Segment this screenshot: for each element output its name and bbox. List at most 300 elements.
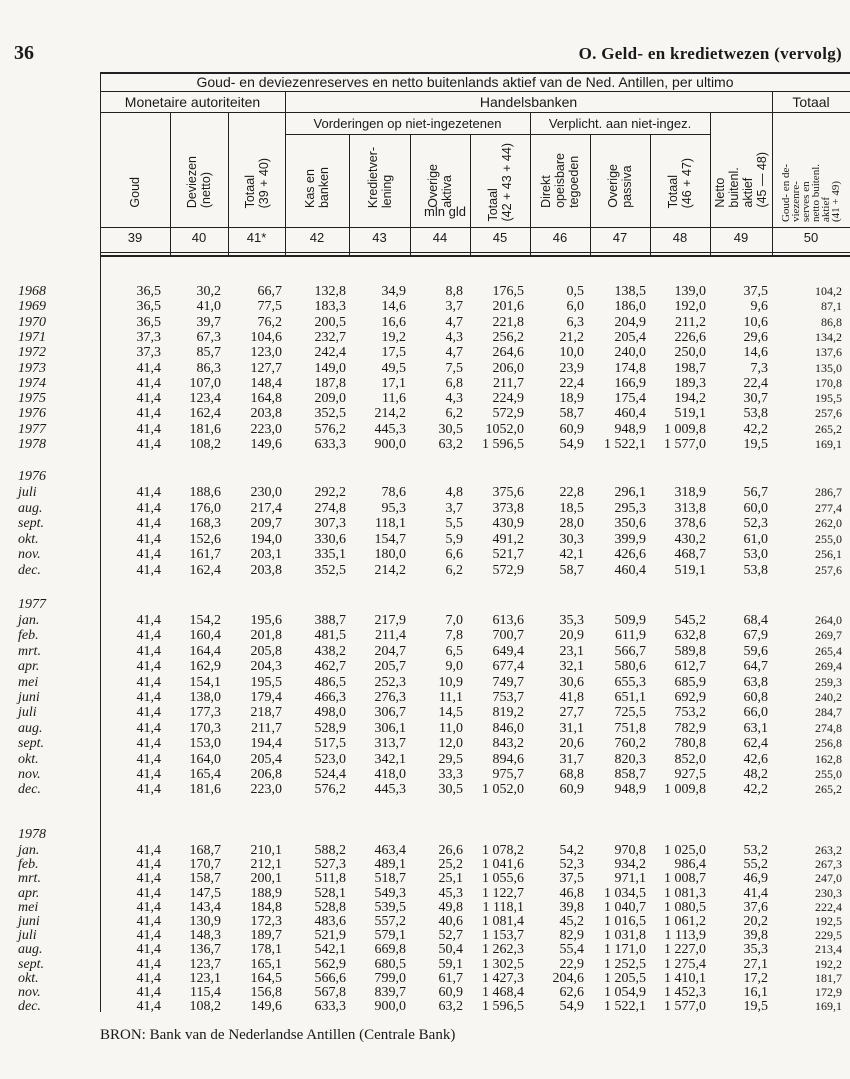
column-number: 44 <box>432 230 448 245</box>
table-cell: 63,2 <box>438 437 463 452</box>
table-cell: 4,3 <box>445 391 463 407</box>
table-row <box>0 871 850 886</box>
table-cell: 205,4 <box>250 751 282 767</box>
table-cell: 819,2 <box>492 705 524 721</box>
table-cell: 32,1 <box>559 659 584 675</box>
table-cell: 751,8 <box>614 720 646 736</box>
table-cell: 517,5 <box>314 736 346 752</box>
table-cell: 4,8 <box>445 485 463 500</box>
table-cell: 204,6 <box>552 970 584 986</box>
table-cell: 22,4 <box>559 375 584 391</box>
row-label: dec. <box>18 999 41 1015</box>
table-cell: 894,6 <box>492 751 524 767</box>
table-cell: 192,0 <box>674 299 706 315</box>
table-cell: 242,4 <box>314 345 346 361</box>
column-number: 41* <box>246 230 267 245</box>
table-cell: 307,3 <box>314 516 346 532</box>
table-cell: 162,4 <box>189 406 221 422</box>
row-label: juli <box>18 705 37 721</box>
table-cell: 277,4 <box>815 500 842 515</box>
table-cell: 118,1 <box>375 516 406 532</box>
table-cell: 136,7 <box>189 942 221 958</box>
table-cell: 1 081,4 <box>482 914 524 929</box>
table-cell: 799,0 <box>374 970 406 986</box>
table-cell: 41,4 <box>136 782 161 798</box>
table-cell: 86,8 <box>821 314 842 329</box>
column-header-41: Totaal (39 + 40) <box>242 157 271 208</box>
table-cell: 123,1 <box>189 970 221 986</box>
table-cell: 59,1 <box>438 956 463 972</box>
table-cell: 104,2 <box>815 284 842 298</box>
table-cell: 41,4 <box>136 985 161 1000</box>
table-cell: 181,6 <box>189 421 221 437</box>
table-row <box>0 900 850 915</box>
row-label: juni <box>18 690 40 705</box>
table-cell: 262,0 <box>815 516 842 531</box>
row-label: sept. <box>18 516 45 532</box>
table-cell: 1 596,5 <box>482 999 524 1015</box>
table-cell: 162,8 <box>815 751 842 766</box>
table-cell: 4,3 <box>445 329 463 345</box>
table-cell: 165,4 <box>189 767 221 782</box>
table-cell: 209,0 <box>314 391 346 407</box>
column-divider <box>285 91 286 257</box>
column-header-44: Overige aktiva <box>426 164 454 208</box>
table-cell: 107,0 <box>189 375 221 391</box>
column-divider <box>530 112 531 257</box>
table-cell: 86,3 <box>196 360 221 376</box>
table-cell: 26,6 <box>438 843 463 858</box>
table-cell: 41,4 <box>136 531 161 547</box>
table-cell: 589,8 <box>674 643 706 659</box>
table-row <box>0 516 850 531</box>
table-cell: 352,5 <box>314 563 346 578</box>
table-cell: 41,4 <box>136 360 161 376</box>
table-cell: 35,3 <box>743 942 768 958</box>
table-cell: 286,7 <box>815 485 842 499</box>
row-label: 1969 <box>18 299 46 315</box>
table-cell: 1 205,5 <box>604 970 646 986</box>
table-cell: 39,8 <box>743 928 768 944</box>
table-cell: 256,8 <box>815 736 842 751</box>
table-cell: 22,8 <box>559 485 584 500</box>
row-label: sept. <box>18 736 45 752</box>
table-cell: 60,8 <box>743 690 768 705</box>
table-cell: 180,0 <box>374 547 406 563</box>
table-cell: 204,7 <box>374 643 406 659</box>
table-cell: 1 118,1 <box>482 899 524 915</box>
table-cell: 54,9 <box>559 999 584 1015</box>
table-cell: 162,4 <box>189 563 221 578</box>
table-cell: 34,9 <box>381 284 406 299</box>
table-cell: 78,6 <box>381 485 406 500</box>
table-cell: 256,1 <box>815 547 842 562</box>
table-cell: 1 410,1 <box>664 970 706 986</box>
table-cell: 22,4 <box>743 375 768 391</box>
row-label: aug. <box>18 942 43 958</box>
table-cell: 31,1 <box>559 720 584 736</box>
table-cell: 418,0 <box>374 767 406 782</box>
table-cell: 528,1 <box>314 885 346 901</box>
table-cell: 214,2 <box>374 406 406 422</box>
table-cell: 179,4 <box>250 690 282 705</box>
table-row <box>0 391 850 406</box>
table-cell: 206,0 <box>492 360 524 376</box>
table-cell: 10,9 <box>438 674 463 690</box>
table-cell: 60,9 <box>559 421 584 437</box>
table-cell: 60,0 <box>743 500 768 516</box>
table-cell: 265,2 <box>815 421 842 436</box>
table-cell: 41,4 <box>136 563 161 578</box>
table-cell: 232,7 <box>314 329 346 345</box>
table-cell: 39,7 <box>196 314 221 330</box>
table-cell: 1 262,3 <box>482 942 524 958</box>
group-monetaire: Monetaire autoriteiten <box>124 94 261 110</box>
table-cell: 230,0 <box>250 485 282 500</box>
table-cell: 224,9 <box>492 391 524 407</box>
table-cell: 77,5 <box>257 299 282 315</box>
table-cell: 165,1 <box>250 956 282 972</box>
table-cell: 87,1 <box>821 299 842 314</box>
table-cell: 210,1 <box>250 843 282 858</box>
table-cell: 214,2 <box>374 563 406 578</box>
row-label: dec. <box>18 563 41 578</box>
table-cell: 466,3 <box>314 690 346 705</box>
table-cell: 41,4 <box>136 628 161 644</box>
table-cell: 41,4 <box>136 613 161 628</box>
table-cell: 45,2 <box>559 914 584 929</box>
row-label: nov. <box>18 767 41 782</box>
table-cell: 23,9 <box>559 360 584 376</box>
table-cell: 542,1 <box>314 942 346 958</box>
table-cell: 194,2 <box>674 391 706 407</box>
table-cell: 147,5 <box>189 885 221 901</box>
table-cell: 85,7 <box>196 345 221 361</box>
table-cell: 68,4 <box>743 613 768 628</box>
table-cell: 201,8 <box>250 628 282 644</box>
table-cell: 460,4 <box>614 563 646 578</box>
table-cell: 22,9 <box>559 956 584 972</box>
table-cell: 378,6 <box>674 516 706 532</box>
row-label: mrt. <box>18 871 41 887</box>
table-cell: 16,1 <box>743 985 768 1000</box>
table-cell: 59,6 <box>743 643 768 659</box>
table-cell: 132,8 <box>314 284 346 299</box>
row-label: 1968 <box>18 284 46 299</box>
table-cell: 21,2 <box>559 329 584 345</box>
table-cell: 170,7 <box>189 857 221 873</box>
table-cell: 267,3 <box>815 857 842 872</box>
table-cell: 521,7 <box>492 547 524 563</box>
table-cell: 160,4 <box>189 628 221 644</box>
row-label: apr. <box>18 885 40 901</box>
table-cell: 143,4 <box>189 899 221 915</box>
table-cell: 633,3 <box>314 437 346 452</box>
table-cell: 1 081,3 <box>664 885 706 901</box>
row-label: aug. <box>18 500 43 516</box>
column-number: 49 <box>733 230 749 245</box>
column-number: 50 <box>803 230 819 245</box>
sub-vorderingen: Vorderingen op niet-ingezetenen <box>313 116 502 131</box>
table-cell: 176,0 <box>189 500 221 516</box>
table-row <box>0 659 850 674</box>
table-cell: 41,4 <box>136 956 161 972</box>
table-cell: 213,4 <box>815 942 842 957</box>
table-cell: 130,9 <box>189 914 221 929</box>
table-cell: 579,1 <box>374 928 406 944</box>
table-cell: 975,7 <box>492 767 524 782</box>
table-cell: 23,1 <box>559 643 584 659</box>
table-cell: 82,9 <box>559 928 584 944</box>
table-cell: 1 009,8 <box>664 421 706 437</box>
table-cell: 217,9 <box>374 613 406 628</box>
table-cell: 108,2 <box>189 999 221 1015</box>
table-cell: 1 596,5 <box>482 437 524 452</box>
table-cell: 137,6 <box>815 345 842 360</box>
table-cell: 211,7 <box>251 720 282 736</box>
table-cell: 306,7 <box>374 705 406 721</box>
table-cell: 68,8 <box>559 767 584 782</box>
table-cell: 576,2 <box>314 421 346 437</box>
table-cell: 677,4 <box>492 659 524 675</box>
table-cell: 36,5 <box>136 314 161 330</box>
sub-verplicht: Verplicht. aan niet-ingez. <box>548 116 692 131</box>
table-cell: 170,3 <box>189 720 221 736</box>
table-cell: 1 522,1 <box>604 999 646 1015</box>
table-cell: 204,3 <box>250 659 282 675</box>
table-cell: 66,7 <box>257 284 282 299</box>
table-cell: 1 025,0 <box>664 843 706 858</box>
table-cell: 680,5 <box>374 956 406 972</box>
row-label: juli <box>18 928 37 944</box>
page-title: O. Geld- en kredietwezen (vervolg) <box>578 44 842 63</box>
page-number: 36 <box>14 42 34 64</box>
table-cell: 483,6 <box>314 914 346 929</box>
table-cell: 572,9 <box>492 406 524 422</box>
table-cell: 205,8 <box>250 643 282 659</box>
table-cell: 35,3 <box>559 613 584 628</box>
row-label: okt. <box>18 751 39 767</box>
row-label: feb. <box>18 628 39 644</box>
table-cell: 17,2 <box>743 970 768 986</box>
table-cell: 858,7 <box>614 767 646 782</box>
table-cell: 41,4 <box>136 547 161 563</box>
table-cell: 204,9 <box>614 314 646 330</box>
table-cell: 1 577,0 <box>664 999 706 1015</box>
table-cell: 169,1 <box>815 437 842 451</box>
table-cell: 1 153,7 <box>482 928 524 944</box>
table-cell: 76,2 <box>257 314 282 330</box>
table-cell: 16,6 <box>381 314 406 330</box>
table-cell: 188,6 <box>189 485 221 500</box>
table-cell: 632,8 <box>674 628 706 644</box>
table-cell: 927,5 <box>674 767 706 782</box>
column-divider <box>170 112 171 257</box>
table-cell: 41,4 <box>136 857 161 873</box>
row-label: 1976 <box>18 406 46 422</box>
table-cell: 123,7 <box>189 956 221 972</box>
table-row <box>0 886 850 901</box>
table-cell: 181,7 <box>815 970 842 985</box>
table-cell: 200,1 <box>250 871 282 887</box>
table-cell: 123,0 <box>250 345 282 361</box>
table-cell: 41,0 <box>196 299 221 315</box>
table-cell: 576,2 <box>314 782 346 798</box>
table-cell: 201,6 <box>492 299 524 315</box>
table-cell: 203,8 <box>250 563 282 578</box>
table-cell: 58,7 <box>559 406 584 422</box>
table-cell: 523,0 <box>314 751 346 767</box>
table-row <box>0 485 850 500</box>
table-cell: 1 052,0 <box>482 782 524 798</box>
table-row <box>0 736 850 751</box>
table-cell: 519,1 <box>674 563 706 578</box>
table-cell: 61,0 <box>743 531 768 547</box>
table-cell: 41,4 <box>136 421 161 437</box>
table-row <box>0 971 850 986</box>
table-cell: 53,2 <box>743 843 768 858</box>
table-cell: 9,6 <box>750 299 768 315</box>
table-cell: 463,4 <box>374 843 406 858</box>
table-cell: 685,9 <box>674 674 706 690</box>
table-cell: 651,1 <box>614 690 646 705</box>
table-cell: 430,9 <box>492 516 524 532</box>
table-cell: 33,3 <box>438 767 463 782</box>
table-cell: 373,8 <box>492 500 524 516</box>
table-cell: 572,9 <box>492 563 524 578</box>
table-cell: 49,5 <box>381 360 406 376</box>
table-cell: 41,4 <box>136 942 161 958</box>
table-cell: 61,7 <box>438 970 463 986</box>
table-cell: 37,5 <box>743 284 768 299</box>
table-cell: 10,6 <box>743 314 768 330</box>
table-cell: 41,4 <box>136 643 161 659</box>
row-label: nov. <box>18 547 41 563</box>
table-cell: 177,3 <box>189 705 221 721</box>
table-row <box>0 563 850 578</box>
table-cell: 153,0 <box>189 736 221 752</box>
table-cell: 19,5 <box>743 437 768 452</box>
table-cell: 313,7 <box>374 736 406 752</box>
table-cell: 612,7 <box>674 659 706 675</box>
table-cell: 633,3 <box>314 999 346 1015</box>
table-cell: 108,2 <box>189 437 221 452</box>
table-cell: 189,7 <box>250 928 282 944</box>
table-row <box>0 999 850 1014</box>
table-cell: 399,9 <box>614 531 646 547</box>
table-cell: 1 016,5 <box>604 914 646 929</box>
table-cell: 67,9 <box>743 628 768 644</box>
table-cell: 491,2 <box>492 531 524 547</box>
table-cell: 255,0 <box>815 767 842 781</box>
table-cell: 138,0 <box>189 690 221 705</box>
table-cell: 139,0 <box>674 284 706 299</box>
table-cell: 240,0 <box>614 345 646 361</box>
table-cell: 498,0 <box>314 705 346 721</box>
table-cell: 60,9 <box>438 985 463 1000</box>
table-cell: 48,2 <box>743 767 768 782</box>
table-cell: 725,5 <box>614 705 646 721</box>
table-cell: 152,6 <box>189 531 221 547</box>
table-cell: 20,9 <box>559 628 584 644</box>
table-cell: 41,4 <box>136 437 161 452</box>
table-row <box>0 628 850 643</box>
group-totaal: Totaal <box>792 94 830 110</box>
table-cell: 17,1 <box>381 375 406 391</box>
table-cell: 4,7 <box>445 314 463 330</box>
table-cell: 528,9 <box>314 720 346 736</box>
table-cell: 567,8 <box>314 985 346 1000</box>
table-cell: 986,4 <box>674 857 706 873</box>
table-cell: 188,9 <box>250 885 282 901</box>
table-cell: 462,7 <box>314 659 346 675</box>
table-cell: 39,8 <box>559 899 584 915</box>
table-cell: 66,0 <box>743 705 768 721</box>
row-label: 1975 <box>18 391 46 407</box>
table-cell: 42,2 <box>743 421 768 437</box>
table-cell: 226,6 <box>674 329 706 345</box>
row-label: 1971 <box>18 329 46 345</box>
table-cell: 557,2 <box>374 914 406 929</box>
table-cell: 753,2 <box>674 705 706 721</box>
table-cell: 162,9 <box>189 659 221 675</box>
table-cell: 175,4 <box>614 391 646 407</box>
table-cell: 60,9 <box>559 782 584 798</box>
row-label: okt. <box>18 970 39 986</box>
table-cell: 511,8 <box>315 871 346 887</box>
table-cell: 1 061,2 <box>664 914 706 929</box>
table-cell: 481,5 <box>314 628 346 644</box>
table-cell: 296,1 <box>614 485 646 500</box>
table-cell: 284,7 <box>815 705 842 720</box>
table-row <box>0 782 850 797</box>
table-cell: 948,9 <box>614 782 646 798</box>
table-row <box>0 345 850 360</box>
row-label: aug. <box>18 720 43 736</box>
row-label: 1974 <box>18 375 46 391</box>
table-cell: 1 468,4 <box>482 985 524 1000</box>
table-row <box>0 767 850 782</box>
table-cell: 169,1 <box>815 999 842 1014</box>
table-cell: 1 055,6 <box>482 871 524 887</box>
table-cell: 30,2 <box>196 284 221 299</box>
table-cell: 27,7 <box>559 705 584 721</box>
table-cell: 195,5 <box>815 391 842 406</box>
table-cell: 37,3 <box>136 329 161 345</box>
table-cell: 62,6 <box>559 985 584 1000</box>
table-cell: 172,3 <box>250 914 282 929</box>
table-cell: 970,8 <box>614 843 646 858</box>
table-cell: 30,3 <box>559 531 584 547</box>
table-cell: 350,6 <box>614 516 646 532</box>
table-cell: 186,0 <box>614 299 646 315</box>
table-cell: 257,6 <box>815 406 842 421</box>
row-label: 1973 <box>18 360 46 376</box>
table-cell: 5,9 <box>445 531 463 547</box>
table-cell: 30,5 <box>438 782 463 798</box>
table-cell: 7,5 <box>445 360 463 376</box>
table-row <box>0 705 850 720</box>
table-cell: 846,0 <box>492 720 524 736</box>
table-cell: 1 302,5 <box>482 956 524 972</box>
table-cell: 438,2 <box>314 643 346 659</box>
table-cell: 539,5 <box>374 899 406 915</box>
table-cell: 41,4 <box>136 391 161 407</box>
table-row <box>0 284 850 299</box>
table-cell: 63,1 <box>743 720 768 736</box>
column-header-48: Totaal (46 + 47) <box>666 157 694 208</box>
table-cell: 250,0 <box>674 345 706 361</box>
